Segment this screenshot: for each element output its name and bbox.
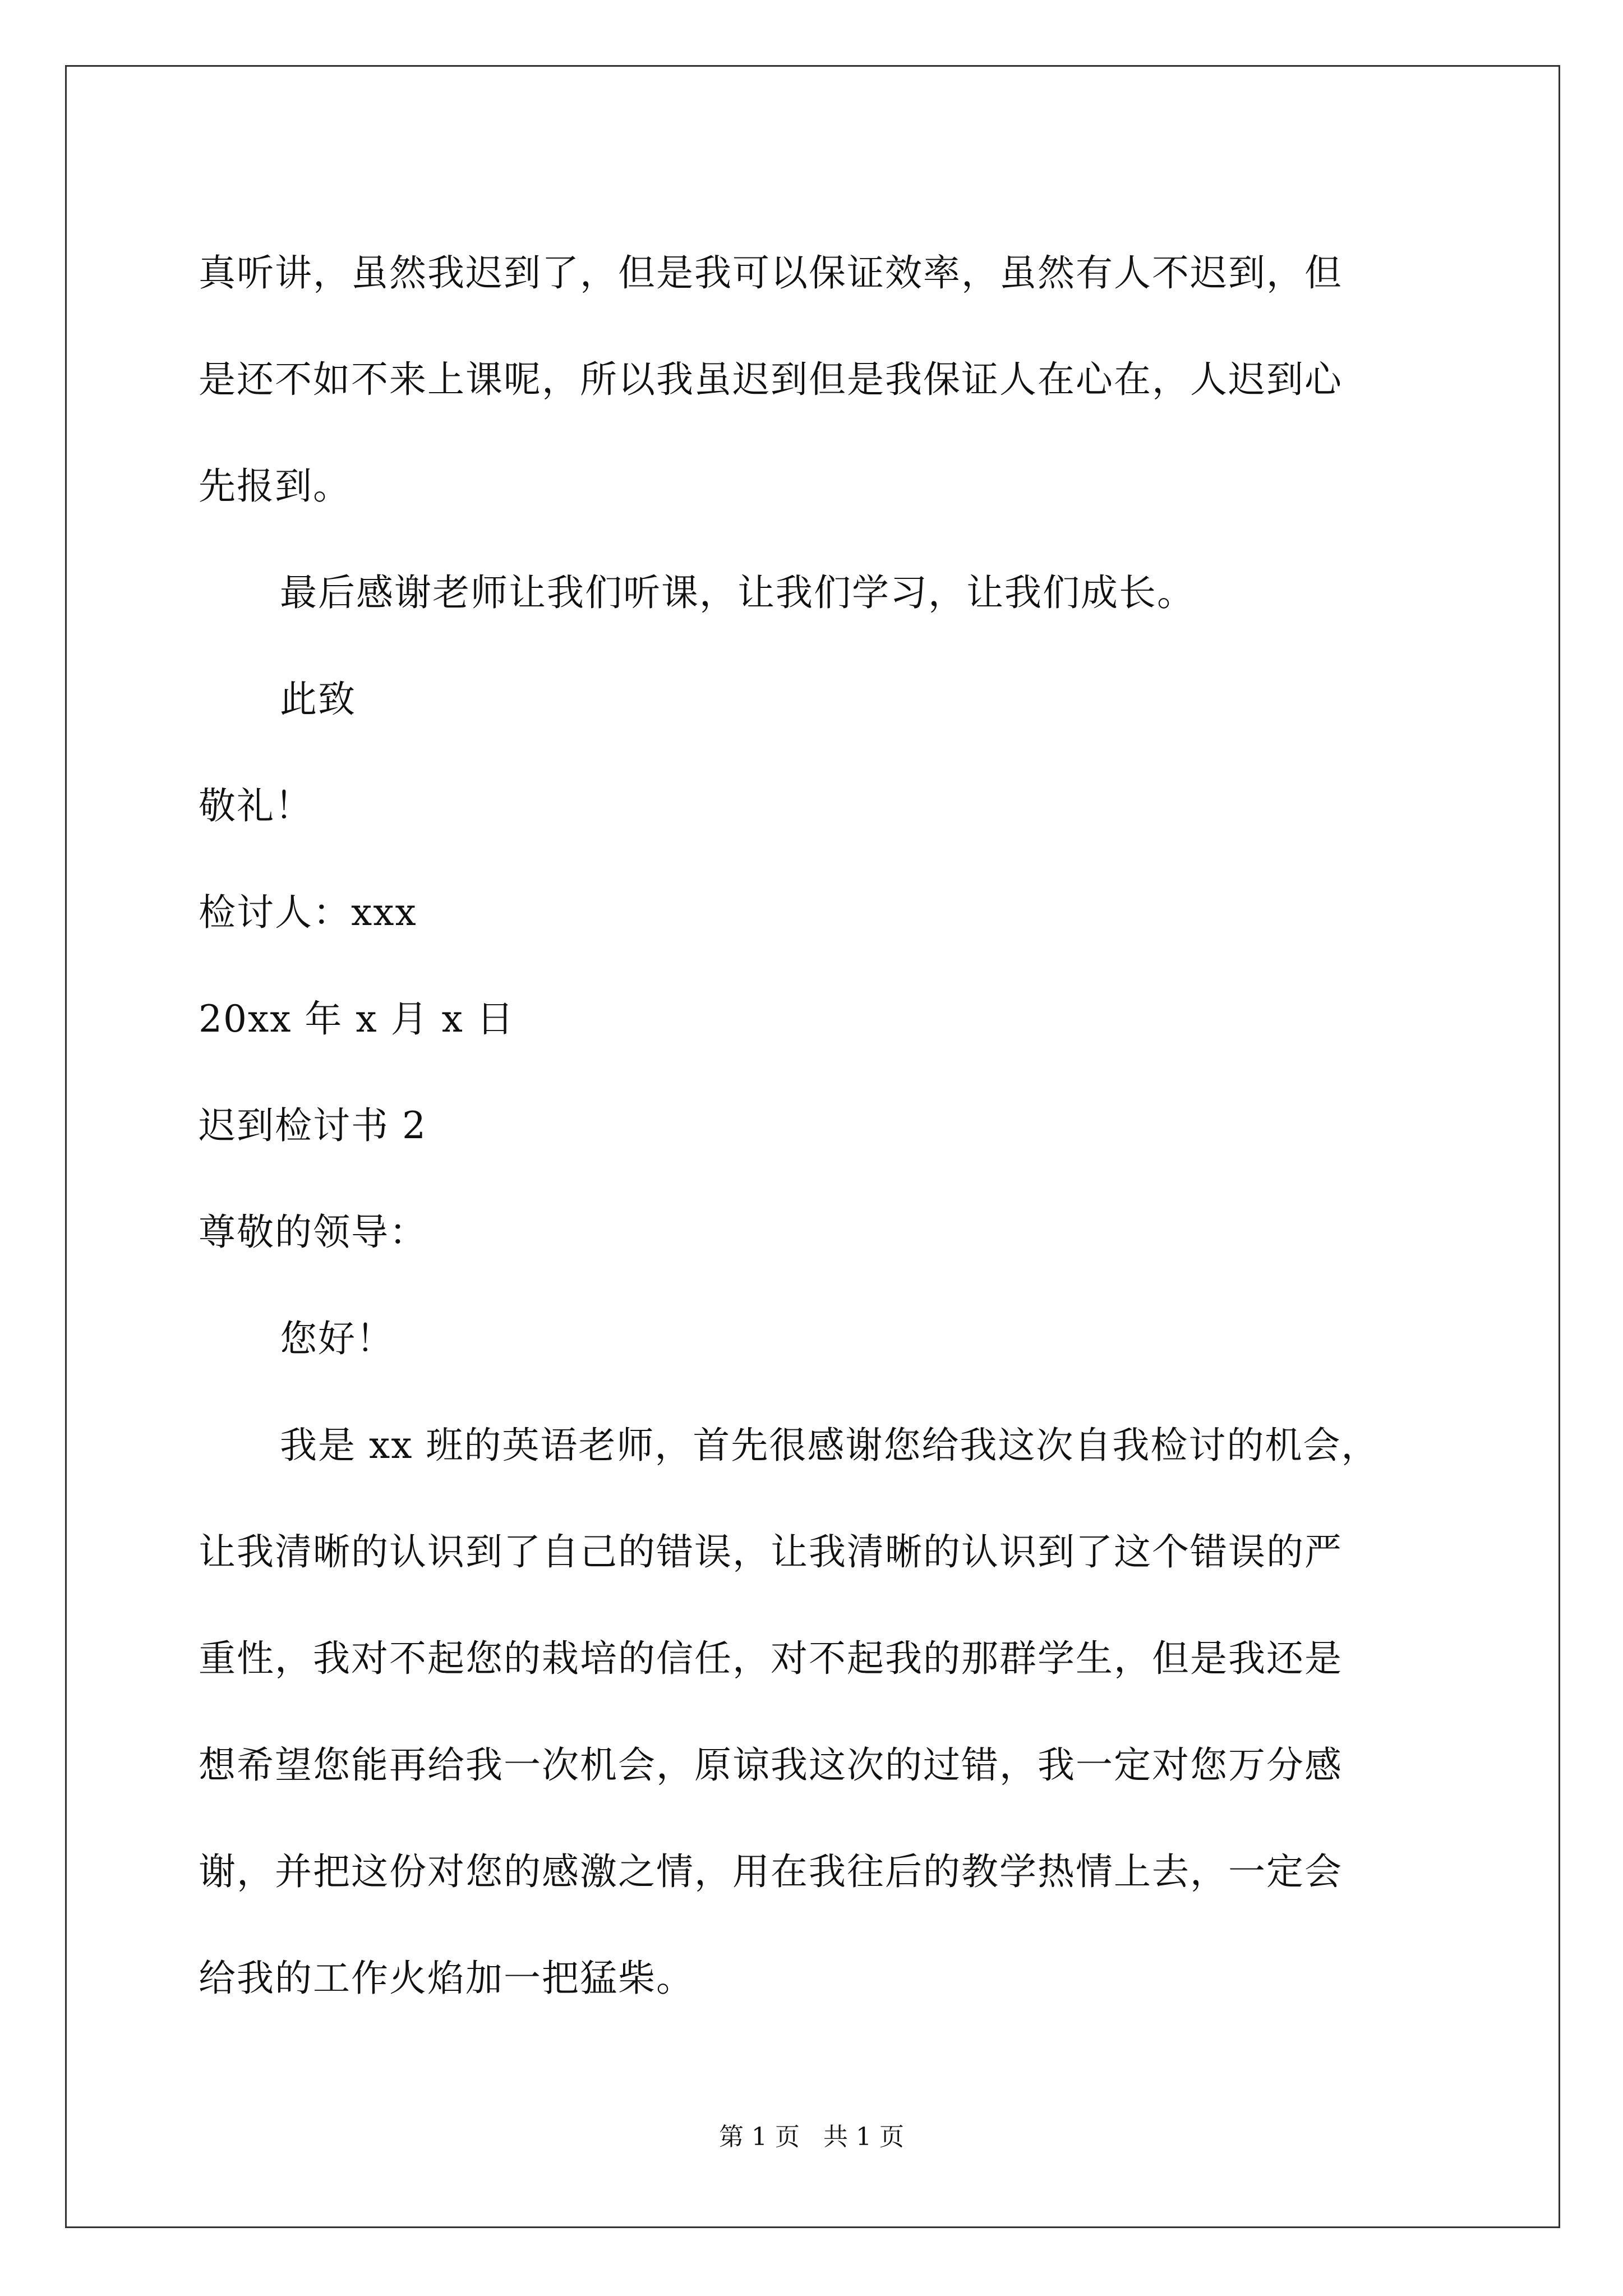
closing-salutation: 此致 xyxy=(280,678,356,721)
section-title: 迟到检讨书 2 xyxy=(199,1104,427,1147)
body-line: 是还不如不来上课呢，所以我虽迟到但是我保证人在心在，人迟到心 xyxy=(199,358,1343,401)
body-line: 真听讲，虽然我迟到了，但是我可以保证效率，虽然有人不迟到，但 xyxy=(199,251,1343,295)
greeting: 您好！ xyxy=(280,1317,394,1360)
body-line: 先报到。 xyxy=(199,464,351,508)
closing-regards: 敬礼！ xyxy=(199,784,313,827)
date: 20xx 年 x 月 x 日 xyxy=(199,997,515,1041)
body-line: 想希望您能再给我一次机会，原谅我这次的过错，我一定对您万分感 xyxy=(199,1743,1343,1787)
body-line: 最后感谢老师让我们听课，让我们学习，让我们成长。 xyxy=(280,571,1195,614)
page-footer: 第 1 页 共 1 页 xyxy=(719,2123,904,2151)
document-body xyxy=(199,220,1455,2032)
body-line: 我是 xx 班的英语老师，首先很感谢您给我这次自我检讨的机会， xyxy=(280,1424,1380,1467)
body-line: 重性，我对不起您的栽培的信任，对不起我的那群学生，但是我还是 xyxy=(199,1637,1343,1680)
salutation: 尊敬的领导： xyxy=(199,1211,427,1254)
body-line: 让我清晰的认识到了自己的错误，让我清晰的认识到了这个错误的严 xyxy=(199,1530,1343,1573)
body-line: 给我的工作火焰加一把猛柴。 xyxy=(199,1957,694,2000)
body-line: 谢，并把这份对您的感激之情，用在我往后的教学热情上去，一定会 xyxy=(199,1850,1343,1893)
signer: 检讨人：xxx xyxy=(199,891,417,934)
